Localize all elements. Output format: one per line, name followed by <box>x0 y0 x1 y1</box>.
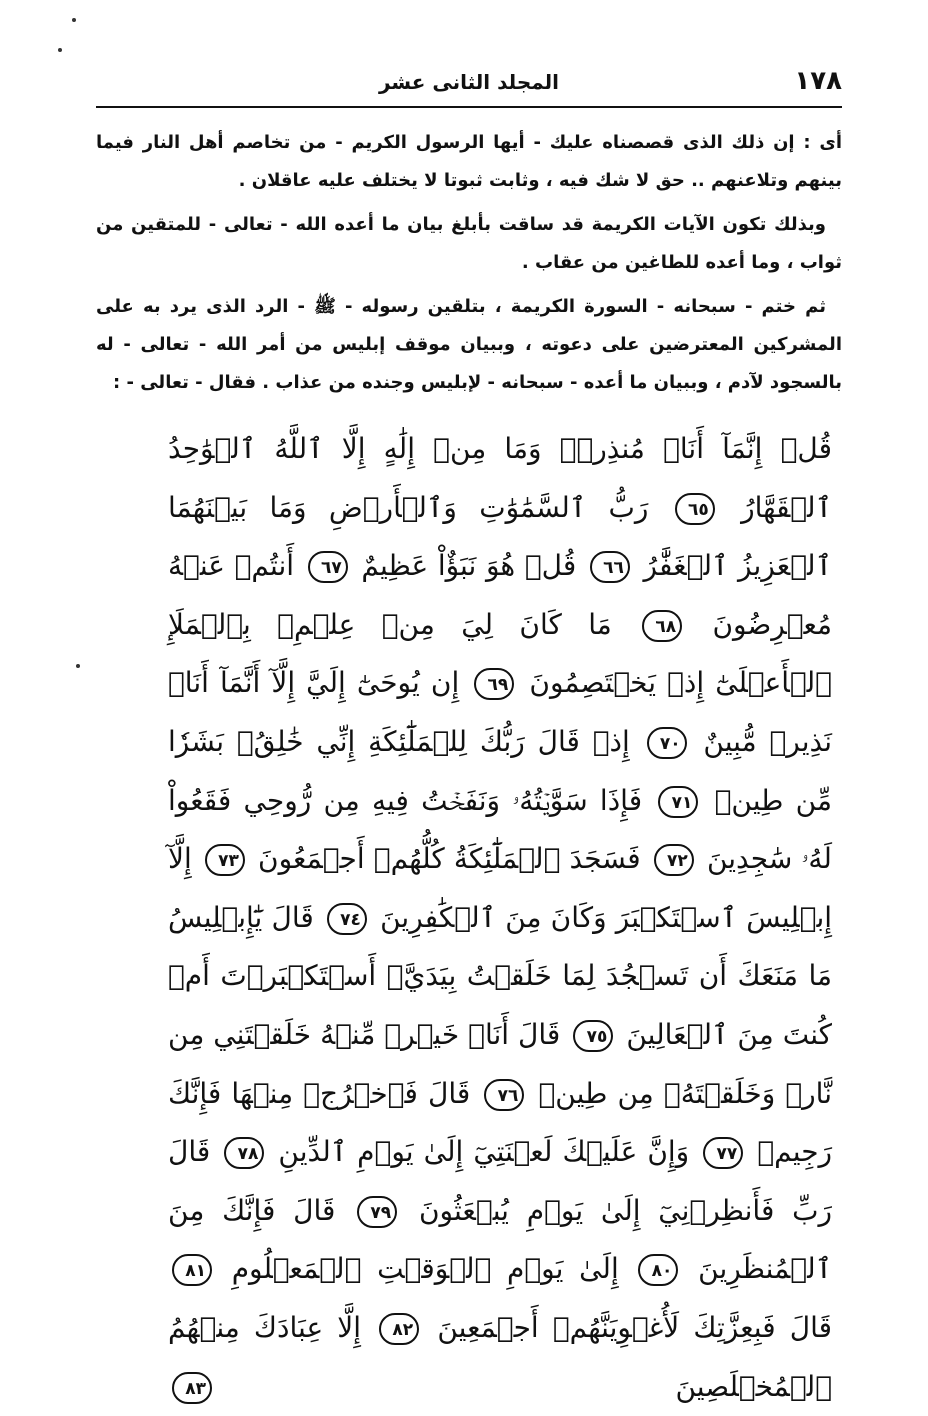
ayah-number-marker: ٧٥ <box>573 1020 613 1052</box>
commentary-paragraph: ثم ختم - سبحانه - السورة الكريمة ، بتلقين رسوله - ﷺ - الرد الذى يرد به على المشركين المعترضين على دعوته ، وببيان موقف إبليس من أمر الله - تعالى - له بالسجود لآدم ، وببيان ما أعده - سبحانه - لإبليس وجنده من عذاب . فقال - تعالى - : <box>96 296 842 393</box>
verse-text: فَإِذَا سَوَّيۡتُهُۥ وَنَفَخۡتُ فِيهِ مِن رُّوحِي فَقَعُواْ لَهُۥ سَٰجِدِينَ <box>168 783 832 876</box>
ayah-number-marker: ٦٧ <box>308 551 348 583</box>
quran-verses <box>168 420 832 1416</box>
verse-text: وَإِنَّ عَلَيۡكَ لَعۡنَتِيٓ إِلَىٰ يَوۡمِ ٱلدِّينِ <box>278 1135 690 1169</box>
page-header <box>96 62 842 102</box>
ayah-number-marker: ٧٢ <box>654 844 694 876</box>
ayah-number-marker: ٦٨ <box>642 610 682 642</box>
ayah-number-marker: ٧٩ <box>357 1196 397 1228</box>
verse-text: قَالَ يَٰٓإِبۡلِيسُ مَا مَنَعَكَ أَن تَسۡجُدَ لِمَا خَلَقۡتُ بِيَدَيَّۖ أَسۡتَكۡبَرۡتَ أَمۡ كُنتَ مِنَ ٱلۡعَالِينَ <box>168 900 832 1051</box>
verse-text: قَالَ أَنَا۠ خَيۡرٞ مِّنۡهُ خَلَقۡتَنِي مِن نَّارٖ وَخَلَقۡتَهُۥ مِن طِينٖ <box>168 1017 832 1110</box>
ayah-number-marker: ٦٦ <box>590 551 630 583</box>
ayah-number-marker: ٦٩ <box>474 668 514 700</box>
verse-text: قُلۡ إِنَّمَآ أَنَا۠ مُنذِرٞۖ وَمَا مِنۡ إِلَٰهٍ إِلَّا ٱللَّهُ ٱلۡوَٰحِدُ ٱلۡقَهَّارُ <box>168 432 832 524</box>
ayah-number-marker: ٨٠ <box>638 1254 678 1286</box>
ayah-number-marker: ٨٣ <box>172 1372 212 1404</box>
ayah-number-marker: ٧٧ <box>703 1137 743 1169</box>
ayah-number-marker: ٧٣ <box>205 844 245 876</box>
scan-speck <box>76 664 80 668</box>
verse-text: إِلَّآ إِبۡلِيسَ ٱسۡتَكۡبَرَ وَكَانَ مِنَ ٱلۡكَٰفِرِينَ <box>168 842 833 934</box>
ayah-number-marker: ٧٨ <box>224 1137 264 1169</box>
verse-text: إِذۡ قَالَ رَبُّكَ لِلۡمَلَٰٓئِكَةِ إِنِّي خَٰلِقُۢ بَشَرٗا مِّن طِينٖ <box>168 724 832 817</box>
commentary-paragraph: وبذلك تكون الآيات الكريمة قد ساقت بأبلغ بيان ما أعده الله - تعالى - للمتقين من ثواب ، وما أعده للطاغين من عقاب . <box>96 214 842 273</box>
commentary-paragraph: أى : إن ذلك الذى قصصناه عليك - أيها الرسول الكريم - من تخاصم أهل النار فيما بينهم وتلاعنهم .. حق لا شك فيه ، وثابت ثبوتا لا يختلف عليه عاقلان . <box>96 132 842 191</box>
verse-text: إِلَىٰ يَوۡمِ ٱلۡوَقۡتِ ٱلۡمَعۡلُومِ <box>231 1252 619 1286</box>
verse-text: مَا كَانَ لِيَ مِنۡ عِلۡمِۭ بِٱلۡمَلَإِ ٱلۡأَعۡلَىٰٓ إِذۡ يَخۡتَصِمُونَ <box>168 607 832 700</box>
verse-text: إِن يُوحَىٰٓ إِلَيَّ إِلَّآ أَنَّمَآ أَنَا۠ نَذِيرٞ مُّبِينٌ <box>168 666 832 758</box>
verse-text: قُلۡ هُوَ نَبَؤٌاْ عَظِيمٌ <box>361 549 577 583</box>
verse-text: رَبُّ ٱلسَّمَٰوَٰتِ وَٱلۡأَرۡضِ وَمَا بَيۡنَهُمَا ٱلۡعَزِيزُ ٱلۡغَفَّٰرُ <box>168 490 832 583</box>
ayah-number-marker: ٧١ <box>658 786 698 818</box>
ayah-number-marker: ٨٢ <box>379 1313 419 1345</box>
verse-text: فَسَجَدَ ٱلۡمَلَٰٓئِكَةُ كُلُّهُمۡ أَجۡمَعُونَ <box>258 842 641 876</box>
running-title: المجلد الثانى عشر <box>378 70 560 94</box>
verse-text: قَالَ فَبِعِزَّتِكَ لَأُغۡوِيَنَّهُمۡ أَجۡمَعِينَ <box>437 1310 832 1344</box>
page-number: ١٧٨ <box>794 66 842 96</box>
scan-speck <box>72 18 76 22</box>
verse-text: إِلَّا عِبَادَكَ مِنۡهُمُ ٱلۡمُخۡلَصِينَ <box>168 1310 832 1403</box>
ayah-number-marker: ٦٥ <box>675 493 715 525</box>
header-rule <box>96 106 842 108</box>
ayah-number-marker: ٧٤ <box>327 903 367 935</box>
ayah-number-marker: ٨١ <box>172 1254 212 1286</box>
verse-text: قَالَ رَبِّ فَأَنظِرۡنِيٓ إِلَىٰ يَوۡمِ يُبۡعَثُونَ <box>168 1135 832 1227</box>
scan-speck <box>58 48 62 52</box>
verse-text: أَنتُمۡ عَنۡهُ مُعۡرِضُونَ <box>168 549 833 641</box>
ayah-number-marker: ٧٠ <box>647 727 687 759</box>
ayah-number-marker: ٧٦ <box>484 1079 524 1111</box>
verse-text: قَالَ فَٱخۡرُجۡ مِنۡهَا فَإِنَّكَ رَجِيمٞ <box>168 1076 833 1169</box>
verse-text: قَالَ فَإِنَّكَ مِنَ ٱلۡمُنظَرِينَ <box>168 1193 833 1286</box>
commentary-text <box>96 124 842 408</box>
